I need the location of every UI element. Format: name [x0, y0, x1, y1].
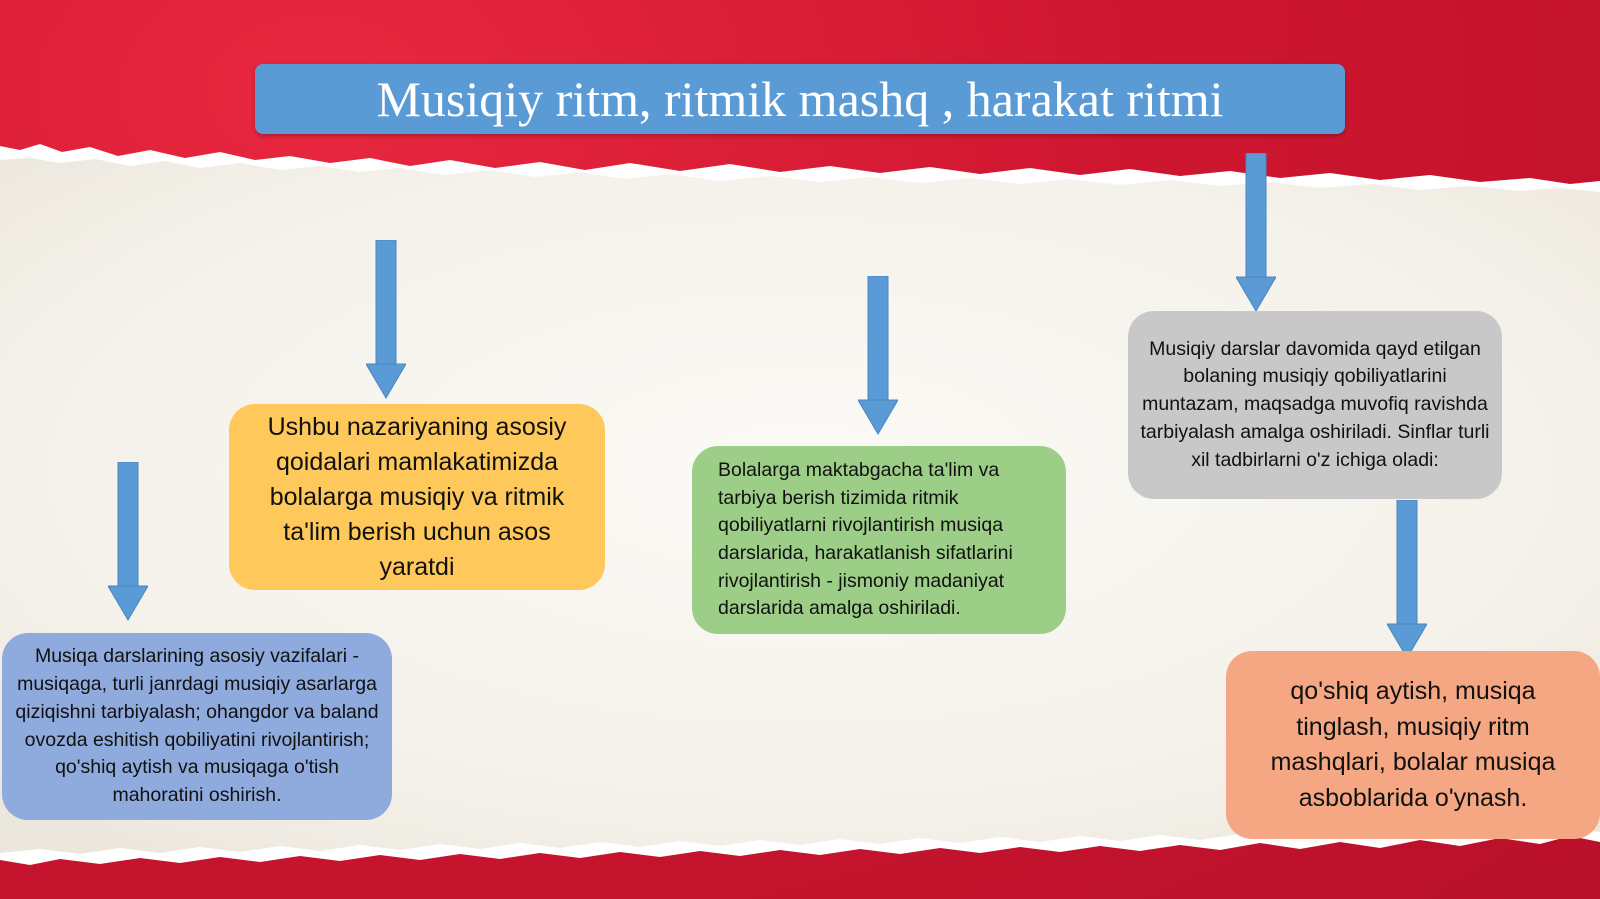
lesson-tasks-box — [2, 633, 392, 820]
activities-box — [1226, 651, 1600, 839]
theory-basis-box — [229, 404, 605, 590]
arrow-down-icon — [1387, 500, 1427, 660]
theory-basis-text: Ushbu nazariyaning asosiy qoidalari mamlakatimizda bolalarga musiqiy va ritmik ta'lim berish uchun asos yaratdi — [267, 412, 567, 581]
lesson-tasks-text: Musiqa darslarining asosiy vazifalari - musiqaga, turli janrdagi musiqiy asarlarga qiziqishni tarbiyalash; ohangdor va baland ovozda eshitish qobiliyatini rivojlantirish; qo'shiq aytish va musiqaga o'tish mahoratini oshirish. — [15, 645, 379, 806]
preschool-education-text: Bolalarga maktabgacha ta'lim va tarbiya berish tizimida ritmik qobiliyatlarni rivojlantirish musiqa darslarida, harakatlanish sifatlarini rivojlantirish - jismoniy madaniyat darslarida amalga oshiriladi. — [718, 458, 1013, 620]
page-title: Musiqiy ritm, ritmik mashq , harakat ritmi — [376, 71, 1224, 127]
arrow-down-icon — [1236, 153, 1276, 313]
music-lessons-box — [1128, 311, 1502, 499]
title-banner — [255, 64, 1345, 134]
preschool-education-box — [692, 446, 1066, 634]
arrow-down-icon — [366, 240, 406, 400]
arrow-down-icon — [108, 462, 148, 622]
activities-text: qo'shiq aytish, musiqa tinglash, musiqiy ritm mashqlari, bolalar musiqa asboblarida o'ynash. — [1270, 677, 1556, 812]
music-lessons-text: Musiqiy darslar davomida qayd etilgan bolaning musiqiy qobiliyatlarini muntazam, maqsadga muvofiq ravishda tarbiyalash amalga oshiriladi. Sinflar turli xil tadbirlarni o'z ichiga oladi: — [1140, 337, 1490, 471]
arrow-down-icon — [858, 276, 898, 436]
